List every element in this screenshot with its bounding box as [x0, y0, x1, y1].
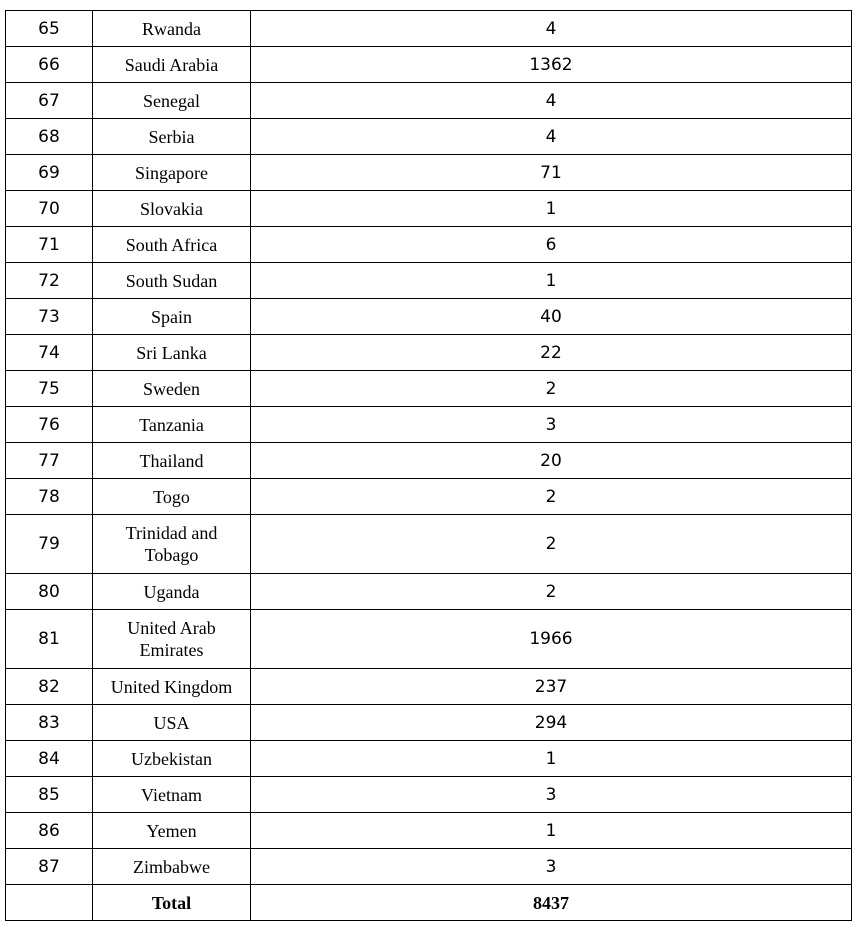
row-number-cell: 85 — [6, 777, 93, 813]
country-cell: Slovakia — [93, 191, 251, 227]
country-cell: Sweden — [93, 371, 251, 407]
count-cell: 4 — [251, 83, 852, 119]
count-cell: 1966 — [251, 610, 852, 669]
country-cell: USA — [93, 705, 251, 741]
total-number-cell — [6, 885, 93, 921]
table-row — [6, 741, 852, 777]
country-cell: Spain — [93, 299, 251, 335]
table-row — [6, 610, 852, 669]
country-cell: United Kingdom — [93, 669, 251, 705]
row-number-cell: 77 — [6, 443, 93, 479]
country-cell: Saudi Arabia — [93, 47, 251, 83]
table-row — [6, 11, 852, 47]
total-label: Total — [93, 885, 251, 921]
table-row — [6, 407, 852, 443]
count-cell: 22 — [251, 335, 852, 371]
count-cell: 1 — [251, 191, 852, 227]
count-cell: 71 — [251, 155, 852, 191]
row-number-cell: 71 — [6, 227, 93, 263]
country-cell: Trinidad and Tobago — [93, 515, 251, 574]
table-row — [6, 777, 852, 813]
table-row — [6, 227, 852, 263]
table-row — [6, 155, 852, 191]
count-cell: 1 — [251, 741, 852, 777]
row-number-cell: 87 — [6, 849, 93, 885]
table-row — [6, 705, 852, 741]
row-number-cell: 74 — [6, 335, 93, 371]
country-cell: South Africa — [93, 227, 251, 263]
row-number-cell: 73 — [6, 299, 93, 335]
row-number-cell: 69 — [6, 155, 93, 191]
row-number-cell: 75 — [6, 371, 93, 407]
count-cell: 4 — [251, 11, 852, 47]
country-cell: Senegal — [93, 83, 251, 119]
table-row — [6, 443, 852, 479]
country-cell: South Sudan — [93, 263, 251, 299]
table-row — [6, 849, 852, 885]
country-cell: Singapore — [93, 155, 251, 191]
country-cell: Vietnam — [93, 777, 251, 813]
row-number-cell: 81 — [6, 610, 93, 669]
row-number-cell: 86 — [6, 813, 93, 849]
row-number-cell: 72 — [6, 263, 93, 299]
country-cell: Tanzania — [93, 407, 251, 443]
row-number-cell: 80 — [6, 574, 93, 610]
count-cell: 4 — [251, 119, 852, 155]
row-number-cell: 70 — [6, 191, 93, 227]
table-row — [6, 479, 852, 515]
country-cell: Serbia — [93, 119, 251, 155]
country-cell: Thailand — [93, 443, 251, 479]
country-cell: Yemen — [93, 813, 251, 849]
count-cell: 1 — [251, 813, 852, 849]
row-number-cell: 66 — [6, 47, 93, 83]
row-number-cell: 65 — [6, 11, 93, 47]
count-cell: 20 — [251, 443, 852, 479]
count-cell: 2 — [251, 574, 852, 610]
country-cell: Uganda — [93, 574, 251, 610]
table-row — [6, 371, 852, 407]
table-row — [6, 47, 852, 83]
row-number-cell: 68 — [6, 119, 93, 155]
row-number-cell: 82 — [6, 669, 93, 705]
count-cell: 40 — [251, 299, 852, 335]
table-row — [6, 574, 852, 610]
count-cell: 1362 — [251, 47, 852, 83]
country-cell: United Arab Emirates — [93, 610, 251, 669]
country-cell: Rwanda — [93, 11, 251, 47]
table-row — [6, 515, 852, 574]
row-number-cell: 78 — [6, 479, 93, 515]
count-cell: 1 — [251, 263, 852, 299]
table-row — [6, 119, 852, 155]
count-cell: 2 — [251, 371, 852, 407]
count-cell: 2 — [251, 515, 852, 574]
country-cell: Zimbabwe — [93, 849, 251, 885]
count-cell: 6 — [251, 227, 852, 263]
country-cell: Uzbekistan — [93, 741, 251, 777]
total-count: 8437 — [251, 885, 852, 921]
row-number-cell: 79 — [6, 515, 93, 574]
count-cell: 237 — [251, 669, 852, 705]
table-row — [6, 83, 852, 119]
count-cell: 3 — [251, 777, 852, 813]
table-row — [6, 669, 852, 705]
row-number-cell: 83 — [6, 705, 93, 741]
count-cell: 3 — [251, 407, 852, 443]
row-number-cell: 76 — [6, 407, 93, 443]
count-cell: 3 — [251, 849, 852, 885]
country-count-table — [5, 10, 852, 921]
row-number-cell: 67 — [6, 83, 93, 119]
count-cell: 2 — [251, 479, 852, 515]
country-cell: Sri Lanka — [93, 335, 251, 371]
table-row — [6, 813, 852, 849]
country-cell: Togo — [93, 479, 251, 515]
table-body — [6, 11, 852, 921]
table-row — [6, 299, 852, 335]
total-row — [6, 885, 852, 921]
table-row — [6, 263, 852, 299]
row-number-cell: 84 — [6, 741, 93, 777]
table-row — [6, 335, 852, 371]
table-row — [6, 191, 852, 227]
count-cell: 294 — [251, 705, 852, 741]
